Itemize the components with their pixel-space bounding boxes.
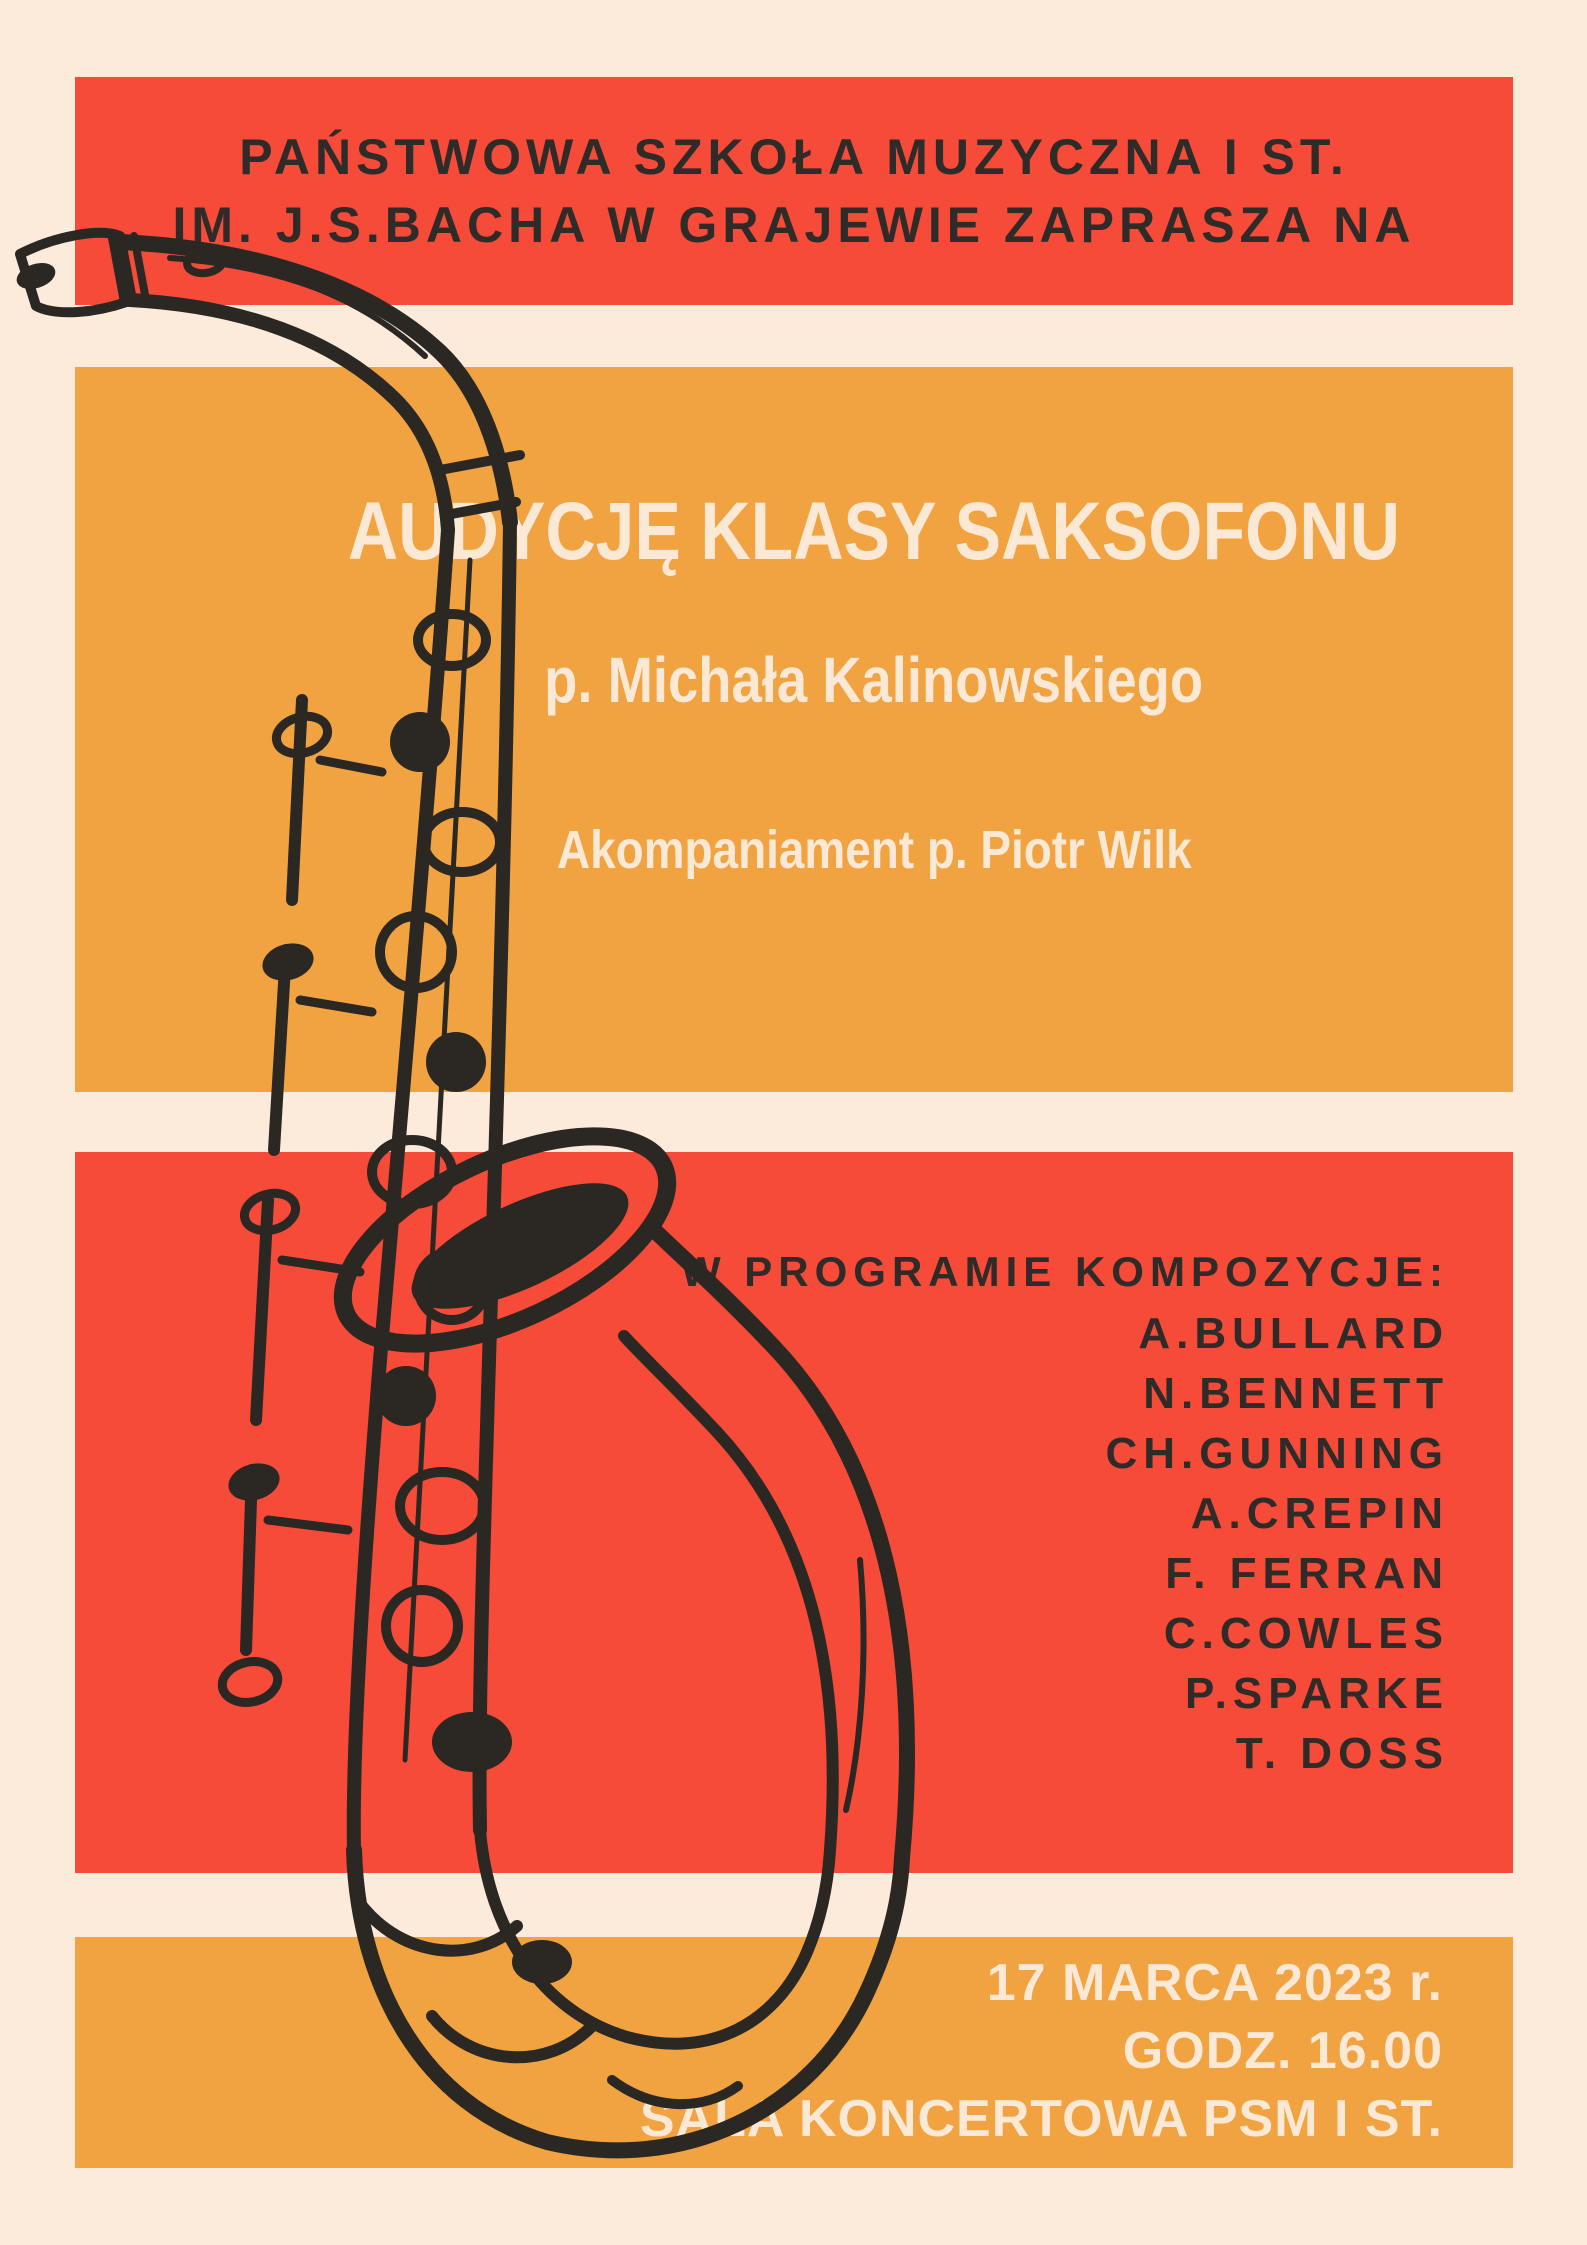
accompaniment-line bbox=[245, 819, 1503, 881]
event-time: GODZ. 16.00 bbox=[1122, 2022, 1443, 2080]
composer-item: A.CREPIN bbox=[1190, 1489, 1449, 1538]
composer-item: T. DOSS bbox=[1235, 1729, 1449, 1778]
school-name-line1: PAŃSTWOWA SZKOŁA MUZYCZNA I ST. bbox=[239, 129, 1349, 185]
composer-list bbox=[1105, 1304, 1449, 1784]
composer-item: A.BULLARD bbox=[1138, 1309, 1449, 1358]
event-details bbox=[640, 1949, 1443, 2153]
composer-item: N.BENNETT bbox=[1143, 1369, 1449, 1418]
title-band bbox=[75, 367, 1513, 1092]
composer-item: P.SPARKE bbox=[1184, 1669, 1449, 1718]
composer-item: F. FERRAN bbox=[1165, 1549, 1449, 1598]
program-band bbox=[75, 1152, 1513, 1873]
school-name-line2: IM. J.S.BACHA W GRAJEWIE ZAPRASZA NA bbox=[172, 197, 1416, 253]
accompaniment-text: Akompaniament p. Piotr Wilk bbox=[556, 820, 1192, 880]
composer-item: CH.GUNNING bbox=[1105, 1429, 1449, 1478]
event-title-text: AUDYCJĘ KLASY SAKSOFONU bbox=[347, 486, 1401, 577]
header-band bbox=[75, 77, 1513, 305]
teacher-name-text: p. Michała Kalinowskiego bbox=[544, 644, 1204, 716]
details-band bbox=[75, 1937, 1513, 2168]
event-date: 17 MARCA 2023 r. bbox=[986, 1954, 1443, 2012]
teacher-name bbox=[245, 643, 1503, 717]
event-title bbox=[245, 485, 1503, 579]
composer-item: C.COWLES bbox=[1163, 1609, 1449, 1658]
program-heading: W PROGRAMIE KOMPOZYCJE: bbox=[680, 1248, 1449, 1295]
event-venue: SALA KONCERTOWA PSM I ST. bbox=[639, 2090, 1443, 2148]
